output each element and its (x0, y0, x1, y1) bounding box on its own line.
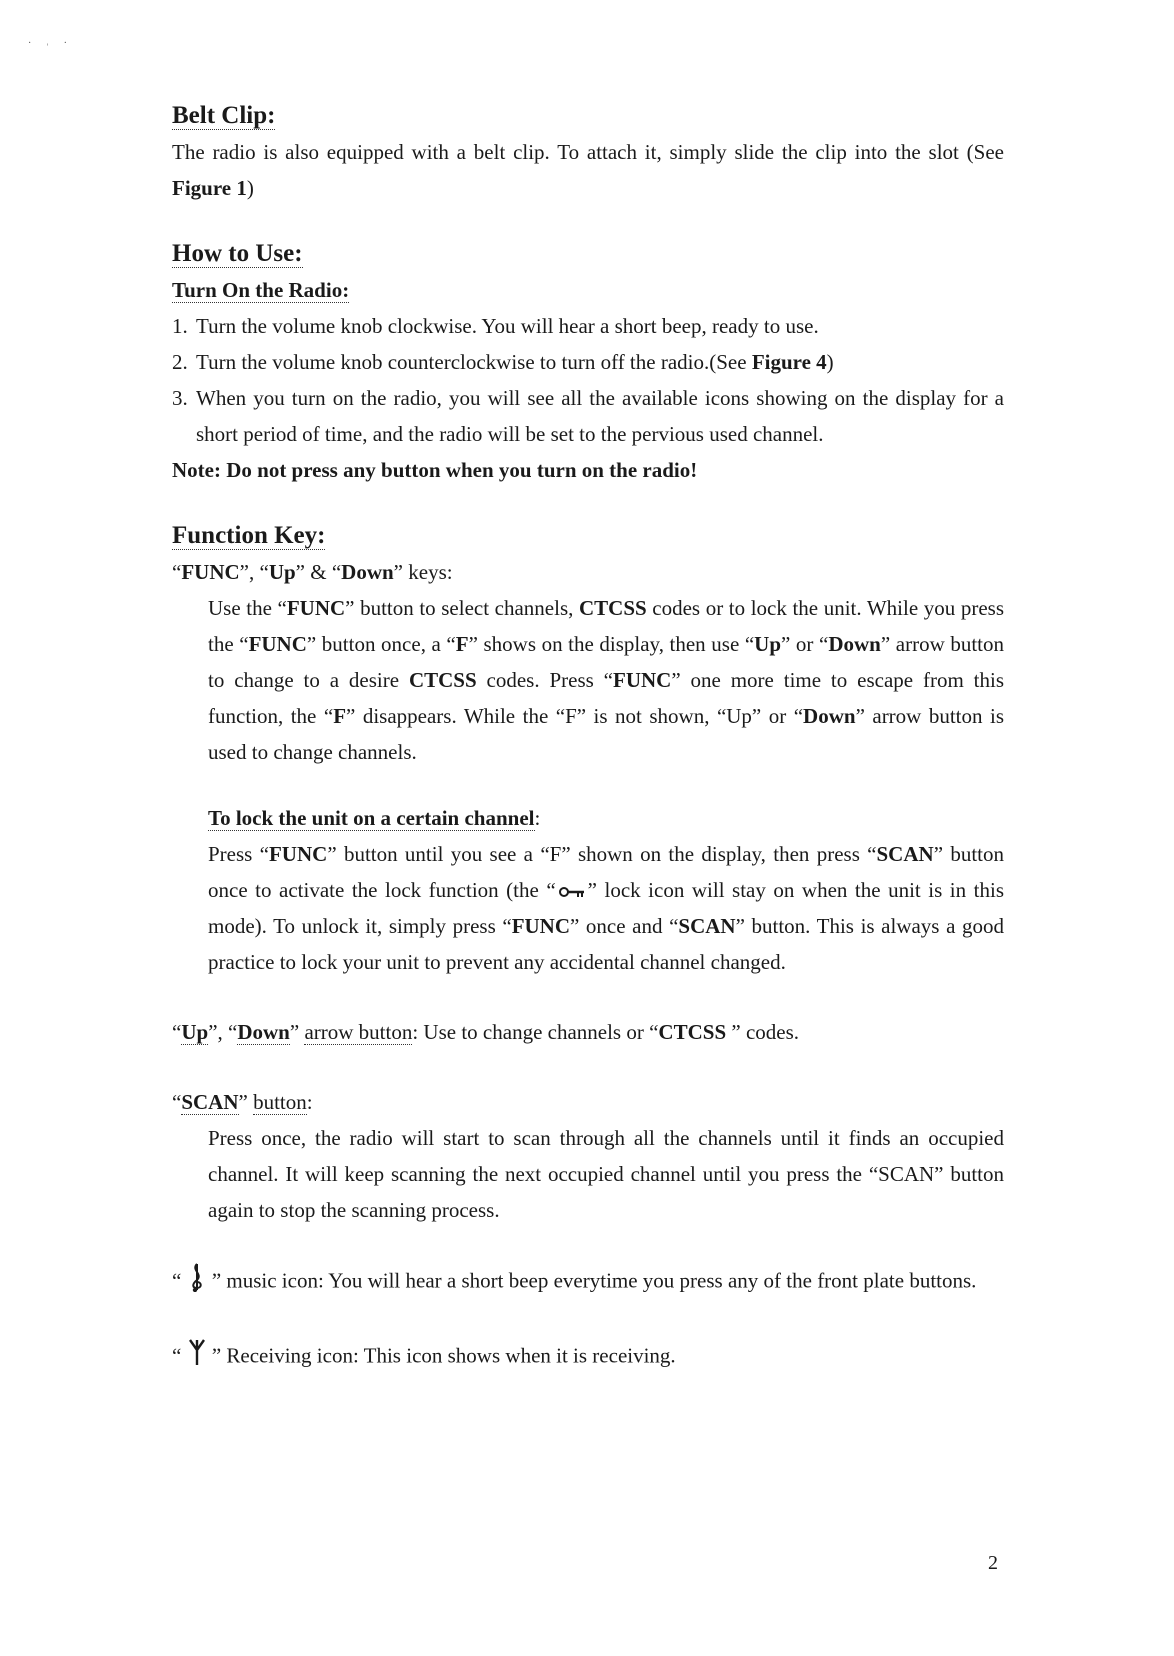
function-keys-line: “FUNC”, “Up” & “Down” keys: (172, 560, 453, 584)
page-number: 2 (988, 1552, 998, 1574)
belt-clip-heading: Belt Clip: (172, 102, 276, 129)
function-key-heading: Function Key: (172, 522, 326, 549)
receiving-icon-description: “ ” Receiving icon: This icon shows when it is receiving. (172, 1337, 1004, 1378)
list-item: 2. Turn the volume knob counterclockwise to turn off the radio.(See Figure 4) (172, 350, 834, 374)
scan-heading: “SCAN” button: (172, 1090, 313, 1114)
list-item: 3. When you turn on the radio, you will see all the available icons showing on the display for a short period of time, and the radio will be set to the pervious used channel. (172, 386, 1004, 446)
scan-description: Press once, the radio will start to scan through all the channels until it finds an occupied channel. It will keep scanning the next occupied channel until you press the “SCAN” button again to stop the scanning process. (208, 1126, 1004, 1222)
scan-specks: · ˒ · (28, 38, 73, 49)
music-icon-description: “ ” music icon: You will hear a short beep everytime you press any of the front plate buttons. (172, 1262, 1004, 1303)
how-to-use-heading: How to Use: (172, 240, 303, 267)
lock-description: Press “FUNC” button until you see a “F” shown on the display, then press “SCAN” button once to activate the lock function (the “ ” lock icon will stay on when the unit is in this mode). To unlock it, simply press “FUNC” once and “SCAN” button. This is always a good practice to lock your unit to prevent any accidental channel changed. (208, 842, 1005, 974)
updown-line: “Up”, “Down” arrow button: Use to change channels or “CTCSS ” codes. (172, 1020, 800, 1044)
turn-on-note: Note: Do not press any button when you turn on the radio! (172, 458, 698, 482)
list-item: 1. Turn the volume knob clockwise. You will hear a short beep, ready to use. (172, 314, 819, 338)
page-content (172, 98, 1004, 1378)
turn-on-steps (172, 308, 1004, 452)
function-key-description: Use the “FUNC” button to select channels, CTCSS codes or to lock the unit. While you press the “FUNC” button once, a “F” shows on the display, then use “Up” or “Down” arrow button to change to a desire CTCSS codes. Press “FUNC” one more time to escape from this function, the “F” disappears. While the “F” is not shown, “Up” or “Down” arrow button is used to change channels. (208, 596, 1004, 764)
lock-heading: To lock the unit on a certain channel: (208, 806, 541, 830)
belt-clip-text: The radio is also equipped with a belt clip. To attach it, simply slide the clip into the slot (See Figure 1) (172, 140, 1004, 200)
music-note-icon (187, 1262, 207, 1303)
antenna-icon (187, 1337, 207, 1378)
lock-icon (558, 886, 586, 898)
turn-on-heading: Turn On the Radio: (172, 278, 350, 302)
